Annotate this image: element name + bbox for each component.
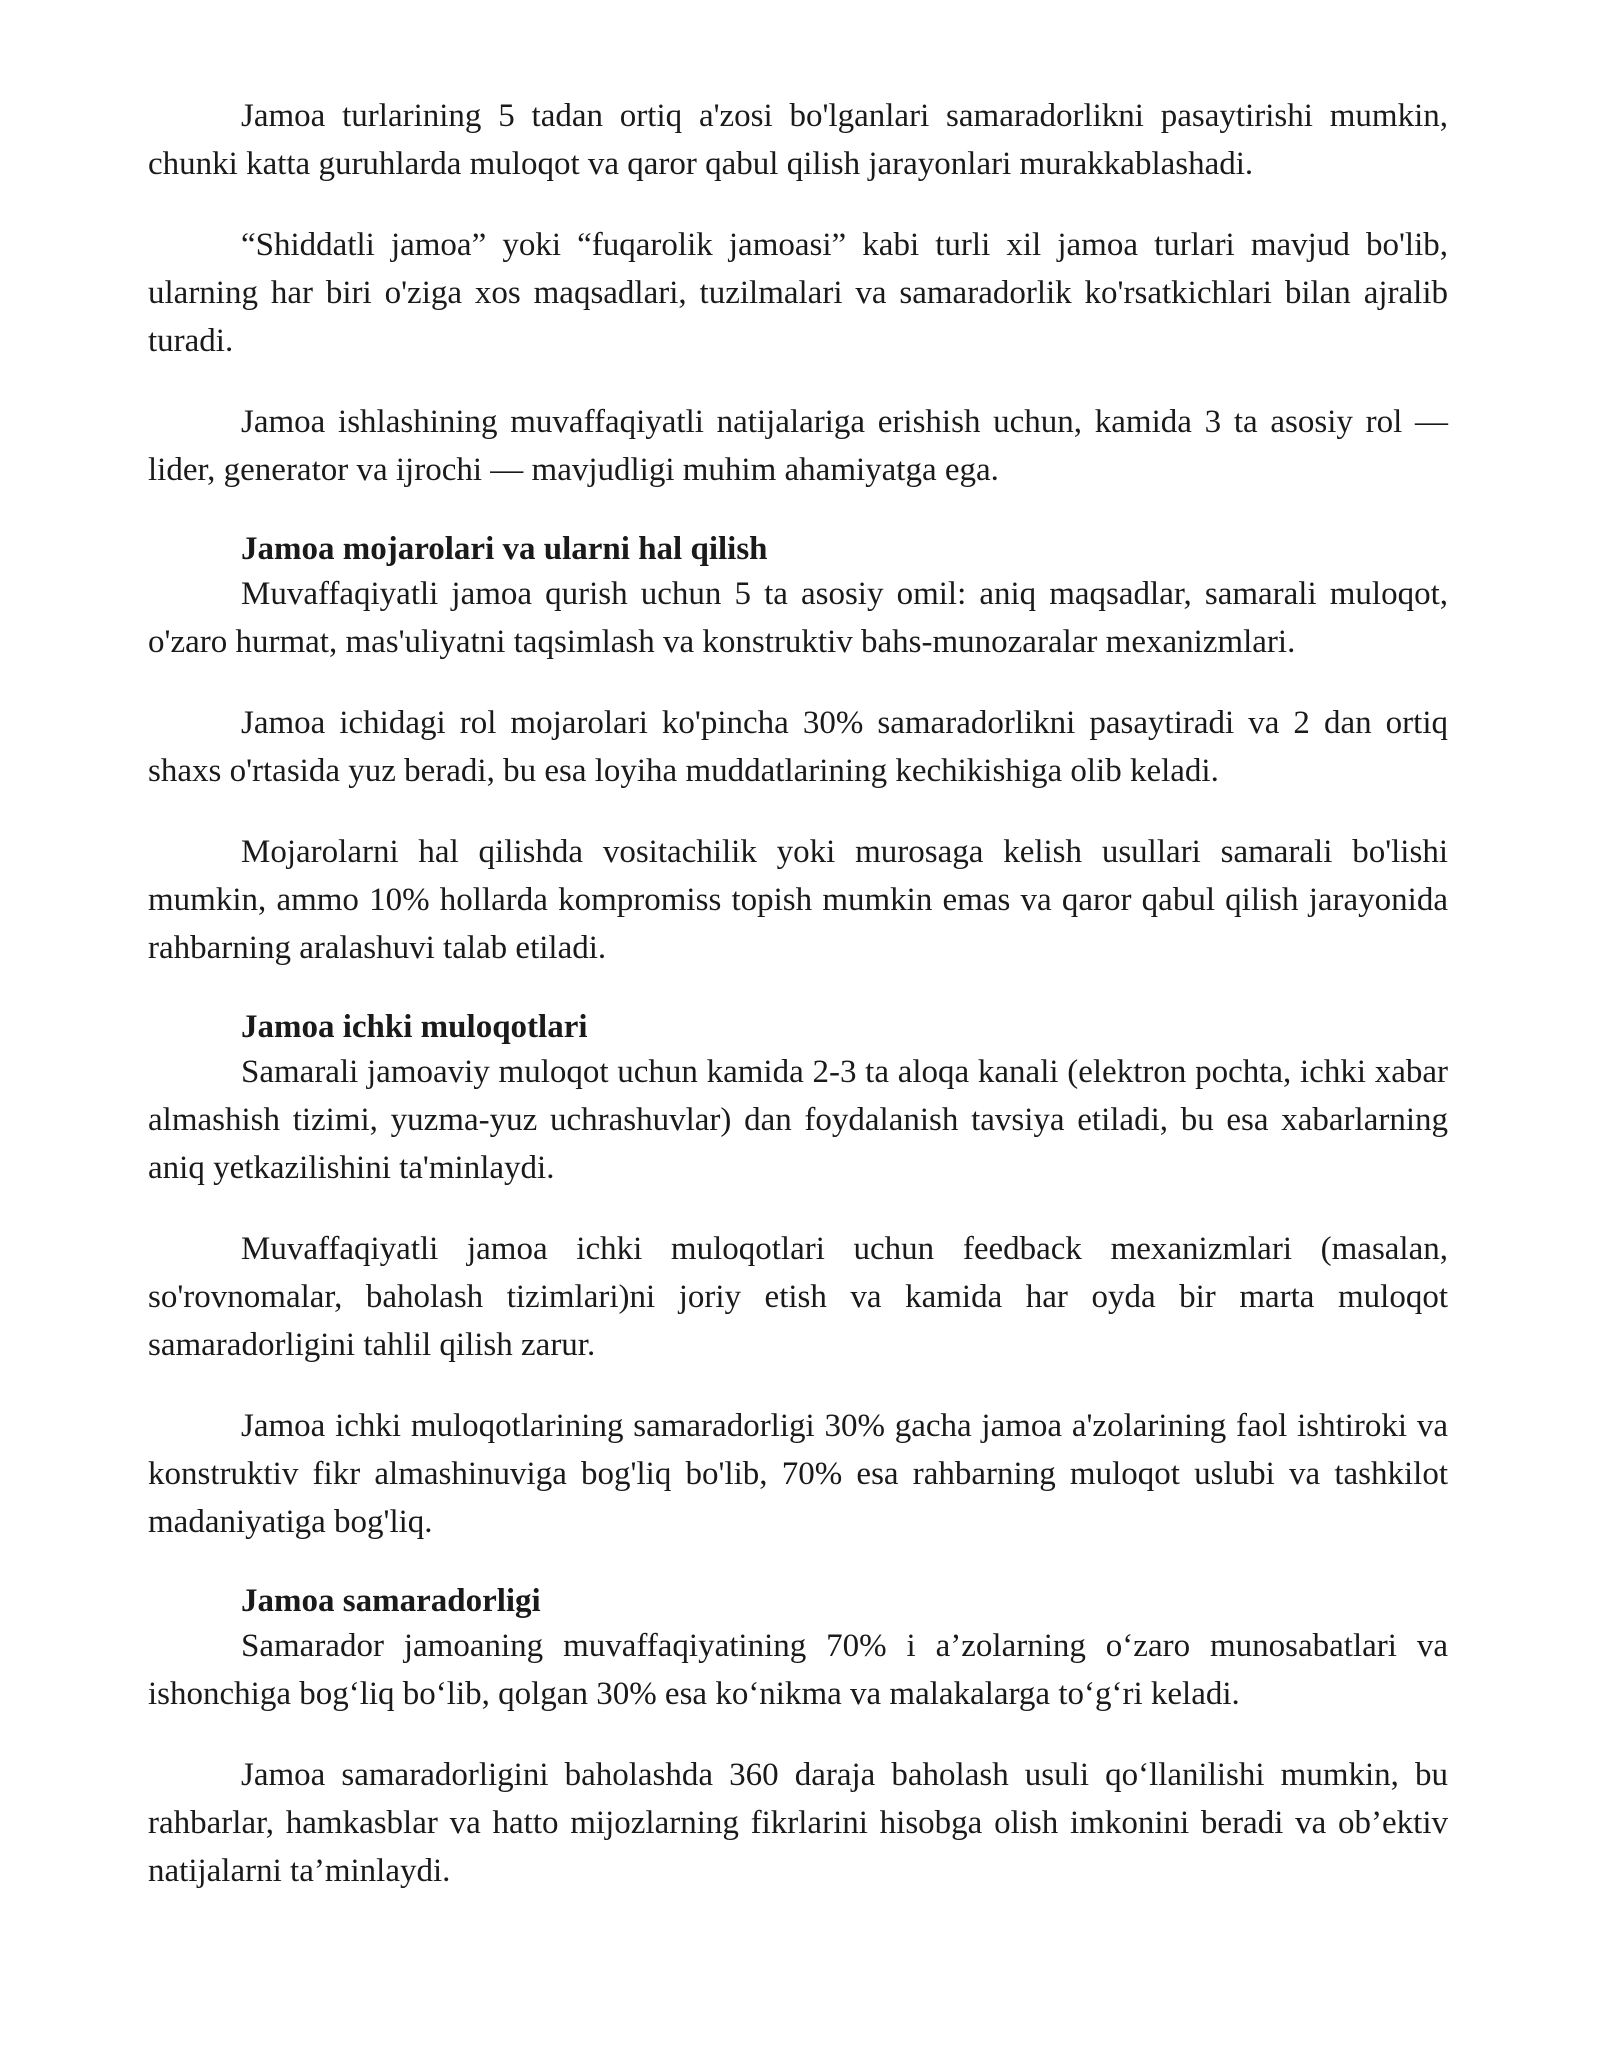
paragraph: Samarali jamoaviy muloqot uchun kamida 2-3 ta aloqa kanali (elektron pochta, ichki xabar almashish tizimi, yuzma-yuz uchrashuvlar) dan foydalanish tavsiya etiladi, bu esa xabarlarning aniq yetkazilishini ta'minlaydi. (148, 1054, 1448, 1186)
paragraph: Jamoa turlarining 5 tadan ortiq a'zosi bo'lganlari samaradorlikni pasaytirishi mumkin, chunki katta guruhlarda muloqot va qaror qabul qilish jarayonlari murakkablashadi. (148, 98, 1448, 182)
section-heading: Jamoa ichki muloqotlari (241, 1009, 588, 1045)
paragraph: Jamoa ichidagi rol mojarolari ko'pincha 30% samaradorlikni pasaytiradi va 2 dan ortiq shaxs o'rtasida yuz beradi, bu esa loyiha muddatlarining kechikishiga olib keladi. (148, 705, 1448, 789)
paragraph: Jamoa samaradorligini baholashda 360 daraja baholash usuli qo‘llanilishi mumkin, bu rahbarlar, hamkasblar va hatto mijozlarning fikrlarini hisobga olish imkonini beradi va ob’ektiv natijalarni ta’minlaydi. (148, 1757, 1448, 1889)
paragraph: “Shiddatli jamoa” yoki “fuqarolik jamoasi” kabi turli xil jamoa turlari mavjud bo'lib, ularning har biri o'ziga xos maqsadlari, tuzilmalari va samaradorlik ko'rsatkichlari bilan ajralib turadi. (148, 227, 1448, 359)
paragraph: Samarador jamoaning muvaffaqiyatining 70% i a’zolarning o‘zaro munosabatlari va ishonchiga bog‘liq bo‘lib, qolgan 30% esa ko‘nikma va malakalarga to‘g‘ri keladi. (148, 1628, 1448, 1712)
paragraph: Muvaffaqiyatli jamoa qurish uchun 5 ta asosiy omil: aniq maqsadlar, samarali muloqot, o'zaro hurmat, mas'uliyatni taqsimlash va konstruktiv bahs-munozaralar mexanizmlari. (148, 576, 1448, 660)
paragraph: Jamoa ichki muloqotlarining samaradorligi 30% gacha jamoa a'zolarining faol ishtiroki va konstruktiv fikr almashinuviga bog'liq bo'lib, 70% esa rahbarning muloqot uslubi va tashkilot madaniyatiga bog'liq. (148, 1408, 1448, 1540)
section-heading: Jamoa samaradorligi (241, 1583, 541, 1619)
section-heading: Jamoa mojarolari va ularni hal qilish (241, 531, 768, 567)
document-page (148, 92, 1448, 1928)
paragraph: Mojarolarni hal qilishda vositachilik yoki murosaga kelish usullari samarali bo'lishi mumkin, ammo 10% hollarda kompromiss topish mumkin emas va qaror qabul qilish jarayonida rahbarning aralashuvi talab etiladi. (148, 834, 1448, 966)
paragraph: Muvaffaqiyatli jamoa ichki muloqotlari uchun feedback mexanizmlari (masalan, so'rovnomalar, baholash tizimlari)ni joriy etish va kamida har oyda bir marta muloqot samaradorligini tahlil qilish zarur. (148, 1231, 1448, 1363)
paragraph: Jamoa ishlashining muvaffaqiyatli natijalariga erishish uchun, kamida 3 ta asosiy rol — lider, generator va ijrochi — mavjudligi muhim ahamiyatga ega. (148, 404, 1448, 488)
